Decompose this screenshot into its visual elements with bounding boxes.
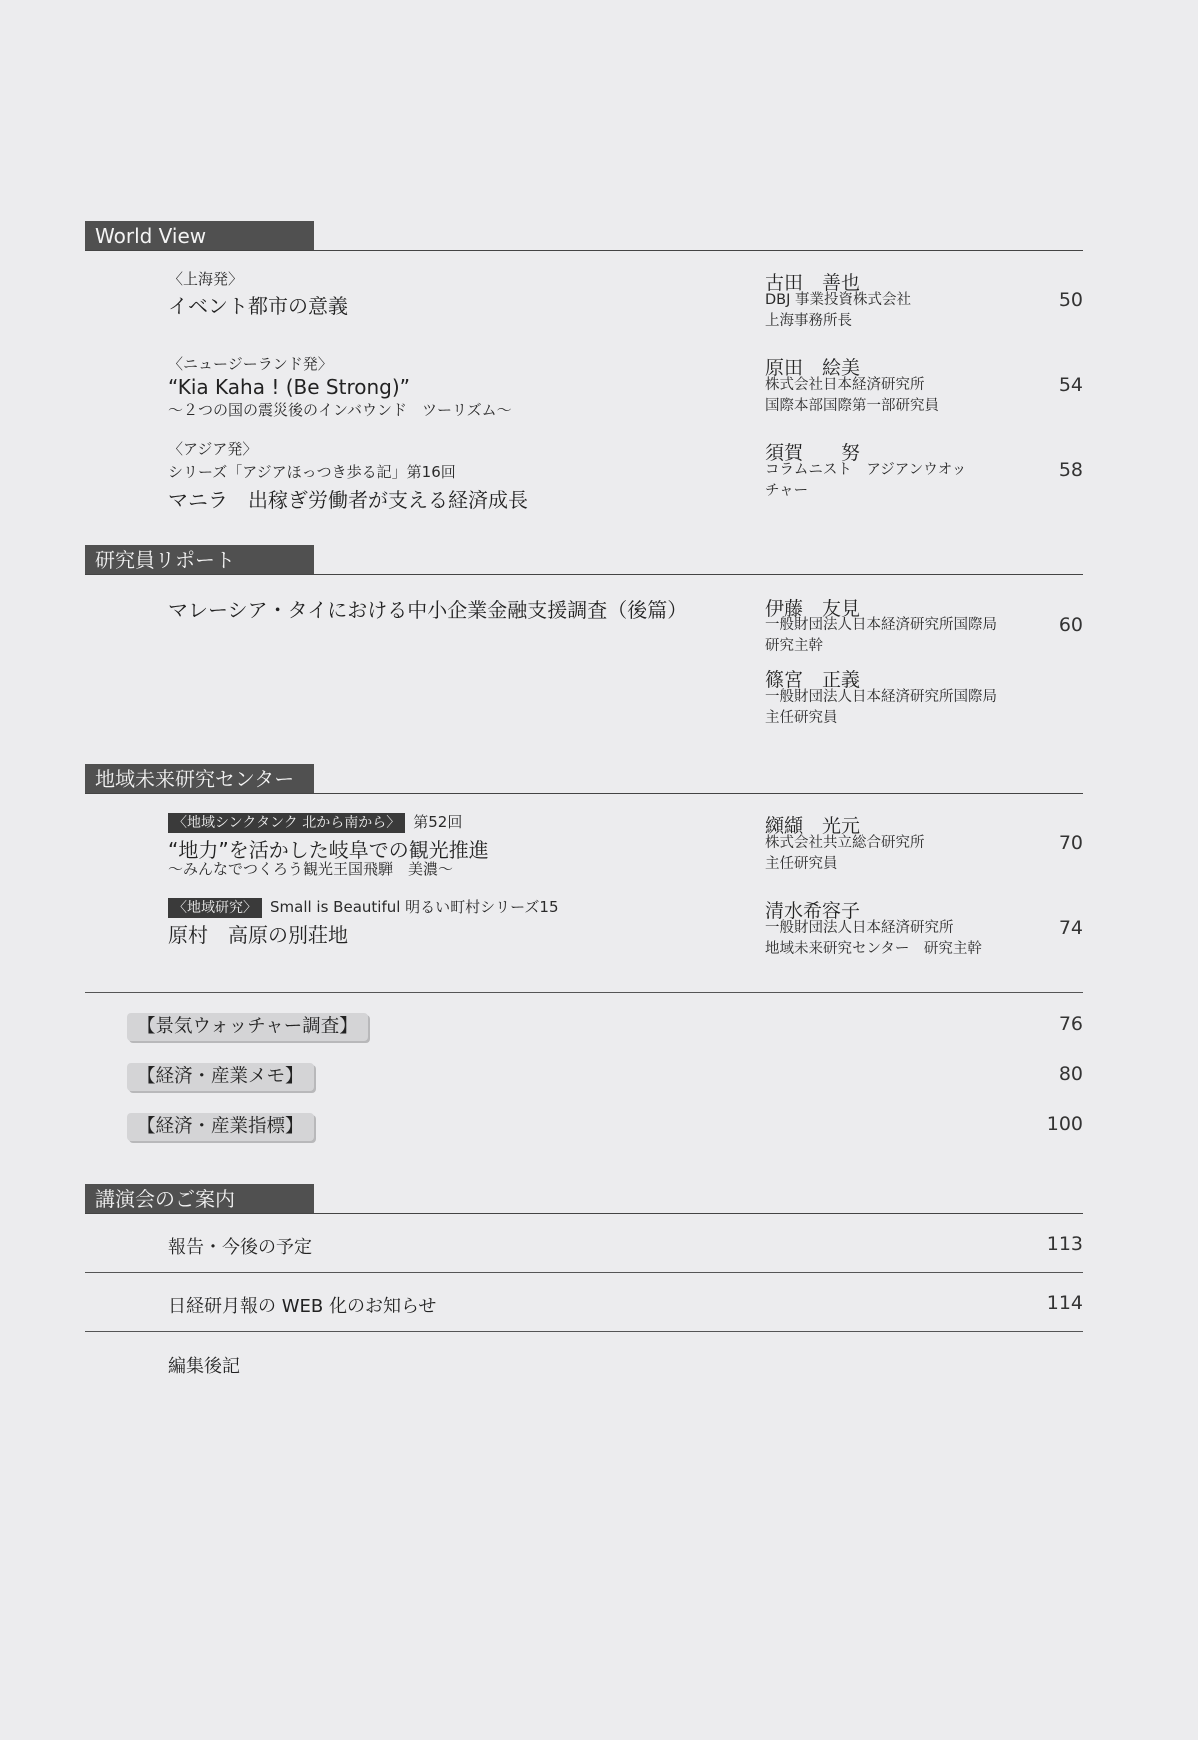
series-tag: 〈地域研究〉 [168, 898, 262, 918]
section-divider [85, 793, 1083, 794]
author-name: 纐纈 光元 [765, 815, 861, 837]
section-divider [85, 1213, 1083, 1214]
pill-label: 【経済・産業メモ】 [127, 1063, 314, 1091]
divider [85, 1272, 1083, 1273]
entry-title: 編集後記 [168, 1356, 240, 1377]
author-affiliation: 主任研究員 [765, 710, 838, 726]
section-tab-label: World View [85, 221, 314, 251]
divider [85, 1331, 1083, 1332]
author-name: 須賀 努 [765, 442, 861, 464]
page-number: 60 [1058, 614, 1083, 636]
author-affiliation: 株式会社日本経済研究所 [765, 377, 925, 393]
author-name: 清水希容子 [765, 900, 861, 922]
divider [85, 992, 1083, 993]
section-tab-label: 講演会のご案内 [85, 1184, 314, 1214]
author-affiliation: 地域未来研究センター 研究主幹 [765, 941, 982, 957]
page-number: 114 [1046, 1292, 1083, 1314]
entry-kicker-line [168, 896, 559, 918]
pill-label: 【経済・産業指標】 [127, 1113, 314, 1141]
page-number: 113 [1046, 1233, 1083, 1255]
pill-label: 【景気ウォッチャー調査】 [127, 1013, 368, 1041]
page-number: 70 [1058, 832, 1083, 854]
entry-title: イベント都市の意義 [168, 294, 348, 318]
page-number: 80 [1058, 1063, 1083, 1085]
entry-title: 報告・今後の予定 [168, 1237, 312, 1258]
page-number: 50 [1058, 289, 1083, 311]
section-divider [85, 574, 1083, 575]
entry-title: 原村 高原の別荘地 [168, 923, 348, 947]
section-tab-label: 研究員リポート [85, 545, 314, 575]
page-number: 100 [1046, 1113, 1083, 1135]
author-affiliation: 一般財団法人日本経済研究所 [765, 920, 954, 936]
entry-kicker: 〈アジア発〉 [168, 440, 258, 458]
entry-title: “地力”を活かした岐阜での観光推進 [168, 838, 489, 862]
page-number: 74 [1058, 917, 1083, 939]
entry-kicker-line [168, 811, 462, 833]
author-name: 伊藤 友見 [765, 598, 861, 620]
author-affiliation: 上海事務所長 [765, 313, 852, 329]
entry-title: “Kia Kaha ! (Be Strong)” [168, 375, 410, 399]
page-number: 76 [1058, 1013, 1083, 1035]
entry-title: マレーシア・タイにおける中小企業金融支援調査（後篇） [168, 598, 688, 622]
entry-kicker: 第52回 [413, 813, 463, 831]
author-name: 古田 善也 [765, 272, 861, 294]
entry-kicker: 〈ニュージーランド発〉 [168, 355, 333, 373]
section-divider [85, 250, 1083, 251]
page-number: 58 [1058, 459, 1083, 481]
author-affiliation: 一般財団法人日本経済研究所国際局 [765, 617, 997, 633]
author-affiliation: 研究主幹 [765, 638, 823, 654]
entry-kicker: Small is Beautiful 明るい町村シリーズ15 [270, 898, 559, 916]
entry-subtitle: ～みんなでつくろう観光王国飛騨 美濃～ [168, 860, 454, 878]
author-affiliation: 国際本部国際第一部研究員 [765, 398, 939, 414]
author-affiliation: 主任研究員 [765, 856, 838, 872]
entry-title: マニラ 出稼ぎ労働者が支える経済成長 [168, 488, 528, 512]
entry-kicker: 〈上海発〉 [168, 270, 244, 288]
author-affiliation: 株式会社共立総合研究所 [765, 835, 925, 851]
author-affiliation: DBJ 事業投資株式会社 [765, 292, 911, 308]
page-number: 54 [1058, 374, 1083, 396]
entry-title: 日経研月報の WEB 化のお知らせ [168, 1296, 437, 1317]
author-affiliation: コラムニスト アジアンウオッ [765, 462, 967, 478]
series-tag: 〈地域シンクタンク 北から南から〉 [168, 813, 405, 833]
section-tab-label: 地域未来研究センター [85, 764, 314, 794]
entry-series: シリーズ「アジアほっつき歩る記」第16回 [168, 463, 456, 481]
author-name: 原田 絵美 [765, 357, 861, 379]
author-affiliation: 一般財団法人日本経済研究所国際局 [765, 689, 997, 705]
entry-subtitle: ～２つの国の震災後のインバウンド ツーリズム～ [168, 401, 512, 419]
author-name: 篠宮 正義 [765, 669, 861, 691]
author-affiliation: チャー [765, 483, 809, 499]
